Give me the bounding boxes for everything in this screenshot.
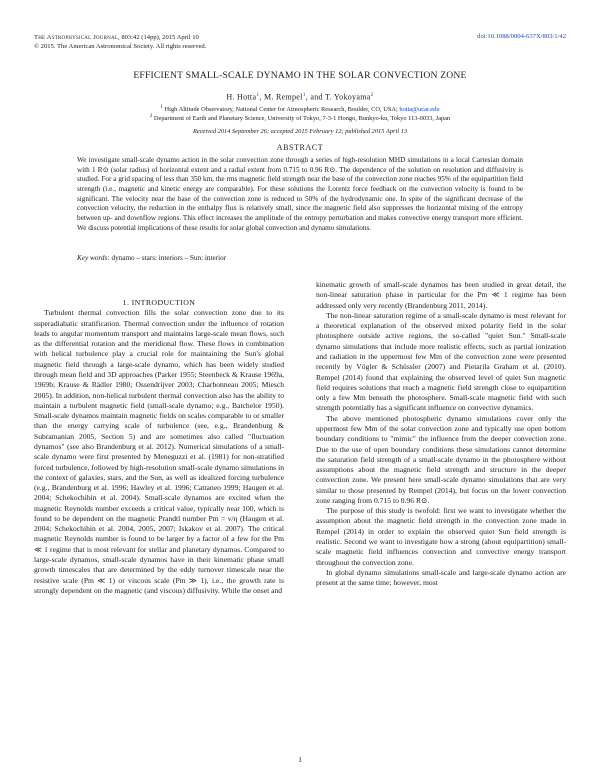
author-name: T. Yokoyama <box>324 92 371 102</box>
author-separator: , and <box>305 92 325 102</box>
keywords-text: dynamo – stars: interiors – Sun: interior <box>109 254 227 262</box>
right-column <box>316 280 566 588</box>
page-number: 1 <box>298 756 302 764</box>
email-link[interactable]: hotta@ucar.edu <box>399 106 440 114</box>
author-separator: , <box>259 92 264 102</box>
journal-header <box>34 33 206 51</box>
keywords <box>77 254 523 262</box>
affiliation-text: Department of Earth and Planetary Science, University of Tokyo, 7-3-1 Hongo, Bunkyo-ku, Tokyo 113-0033, Japan <box>152 115 451 123</box>
keywords-label: Key words: <box>77 254 110 262</box>
paper-title: EFFICIENT SMALL-SCALE DYNAMO IN THE SOLAR CONVECTION ZONE <box>133 70 467 81</box>
author-affil-mark[interactable]: 2 <box>370 92 374 98</box>
affiliation-2 <box>0 114 600 122</box>
paragraph: kinematic growth of small-scale dynamos has been studied in great detail, the non-linear saturation phase in particular for the Pm ≪ 1 regime has been addressed only very recently (Brandenburg 2011, 2014). <box>316 280 566 310</box>
paragraph: The non-linear saturation regime of a small-scale dynamo is most relevant for a theoretical explanation of the observed mixed polarity field in the solar photosphere outside active regions, the so-called "quiet Sun." Small-scale dynamo simulations that include more realistic effects, such as partial ionization and radiation in the uppermost few Mm of the convection zone were presented recently by Vögler & Schüssler (2007) and Pietarila Graham et al. (2010). Rempel (2014) found that explaining the observed level of quiet Sun magnetic field requires solutions that reach a magnetic field strength close to equipartition only a few Mm beneath the photosphere. Small-scale magnetic field with such strength potentially has a significant influence on convective dynamics. <box>316 310 566 413</box>
abstract-text: We investigate small-scale dynamo action in the solar convection zone through a series of high-resolution MHD simulations in a local Cartesian domain with 1 R⊙ (solar radius) of horizontal extent and a radial extent from 0.715 to 0.96 R⊙. The dependence of the solution on resolution and diffusivity is studied. For a grid spacing of less than 350 km, the rms magnetic field strength near the base of the convection zone reaches 95% of the equipartition field strength (i.e., magnetic and kinetic energy are comparable). For these solutions the Lorentz force feedback on the convection velocity is found to be significant. The velocity near the base of the convection zone is reduced to 50% of the hydrodynamic one. In spite of the significant decrease of the convection velocity, the reduction in the enthalpy flux is relatively small, since the magnetic field also suppresses the horizontal mixing of the entropy between up- and downflow regions. This effect increases the amplitude of the entropy perturbation and makes convective energy transport more efficient. We discuss potential implications of these results for solar global convection and dynamo simulations. <box>77 156 523 232</box>
affiliation-mark: 2 <box>149 114 153 119</box>
paragraph: In global dynamo simulations small-scale and large-scale dynamo action are present at the same time; however, most <box>316 567 566 588</box>
journal-citation: , 803:42 (14pp), 2015 April 10 <box>118 34 199 41</box>
section-heading: 1. INTRODUCTION <box>122 298 196 307</box>
author-name: M. Rempel <box>263 92 303 102</box>
abstract-body <box>77 156 523 233</box>
copyright-line: © 2015. The American Astronomical Society. All rights reserved. <box>34 43 207 50</box>
author-affil-mark[interactable]: 1 <box>256 92 260 98</box>
paragraph: Turbulent thermal convection fills the solar convection zone due to its superadiabatic stratification. Thermal convection under the influence of rotation leads to angular momentum transport and maintains large-scale mean flows, such as the differential rotation and the meridional flow. These flows in combination with helical turbulence play a crucial role for maintaining the Sun's global magnetic field through a large-scale dynamo, which has been widely studied through mean field and 3D approaches (Parker 1955; Steenbeck & Krause 1969a, 1969b; Krause & Rädler 1980; Ossendrijver 2003; Charbonneau 2005; Miesch 2005). In addition, non-helical turbulent thermal convection also has the ability to maintain a turbulent magnetic field (small-scale dynamo; e.g., Batchelor 1950). Small-scale dynamos maintain magnetic fields on scales comparable to or smaller than the energy carrying scale of turbulence (see, e.g., Brandenburg & Subramanian 2005, Section 5) and are sometimes also called "fluctuation dynamos" (see also Brandenburg et al. 2012). Numerical simulations of a small-scale dynamo were first presented by Meneguzzi et al. (1981) for non-stratified forced turbulence, followed by high-resolution small-scale dynamo simulations in the context of galaxies, stars, and the Sun, as well as idealized forcing turbulence (e.g., Brandenburg et al. 1996; Hawley et al. 1996; Cattaneo 1999; Haugen et al. 2004; Schekochihin et al. 2004). Small-scale dynamos are excited when the magnetic Reynolds number exceeds a critical value, typically near 100, which is found to be dependent on the magnetic Prandtl number Pm = ν/η (Haugen et al. 2004; Schekochihin et al. 2004, 2005, 2007; Iskakov et al. 2007). The critical magnetic Reynolds number is found to be larger by a factor of a few for the Pm ≪ 1 regime that is most relevant for stellar and planetary dynamos. Compared to large-scale dynamos, small-scale dynamos have in their kinematic phase small growth timescales that are determined by the eddy turnover timescale near the resistive scale (Pm ≪ 1) or viscous scale (Pm ≫ 1), i.e., the growth rate is strongly dependent on the magnetic (and viscous) diffusivity. While the onset and <box>34 308 284 595</box>
abstract-heading: ABSTRACT <box>276 143 324 152</box>
author-name: H. Hotta <box>226 92 257 102</box>
paragraph: The purpose of this study is twofold: first we want to investigate whether the assumption about the magnetic field strength in the convection zone made in Rempel (2014) in order to explain the observed quiet Sun field strength is realistic. Second we want to investigate how a strong (about equipartition) small-scale magnetic field influences convection and convective energy transport throughout the convection zone. <box>316 506 566 567</box>
affiliation-1 <box>0 105 600 113</box>
author-list <box>0 92 600 102</box>
author-affil-mark[interactable]: 1 <box>302 92 306 98</box>
affiliation-mark: 1 <box>160 105 163 110</box>
paragraph: The above mentioned photospheric dynamo simulations cover only the uppermost few Mm of the solar convection zone and typically use open bottom boundary conditions to "mimic" the influence from the deeper convection zone. Due to the use of open boundary conditions these simulations cannot determine the saturation field strength of a small-scale dynamo in the photosphere without assumptions about the magnetic field strength and structure in the deeper convection zone. We present here small-scale dynamo simulations that are very similar to those presented by Rempel (2014), but focus on the lower convection zone ranging from 0.715 to 0.96 R⊙. <box>316 413 566 505</box>
affiliation-text: High Altitude Observatory, National Center for Atmospheric Research, Boulder, CO, USA; <box>162 106 400 114</box>
left-column <box>34 298 284 596</box>
publication-dates: Received 2014 September 26; accepted 2015 February 12; published 2015 April 13 <box>192 128 408 135</box>
journal-name: The Astrophysical Journal <box>34 34 119 41</box>
doi-link[interactable]: doi:10.1088/0004-637X/803/1/42 <box>477 33 566 40</box>
